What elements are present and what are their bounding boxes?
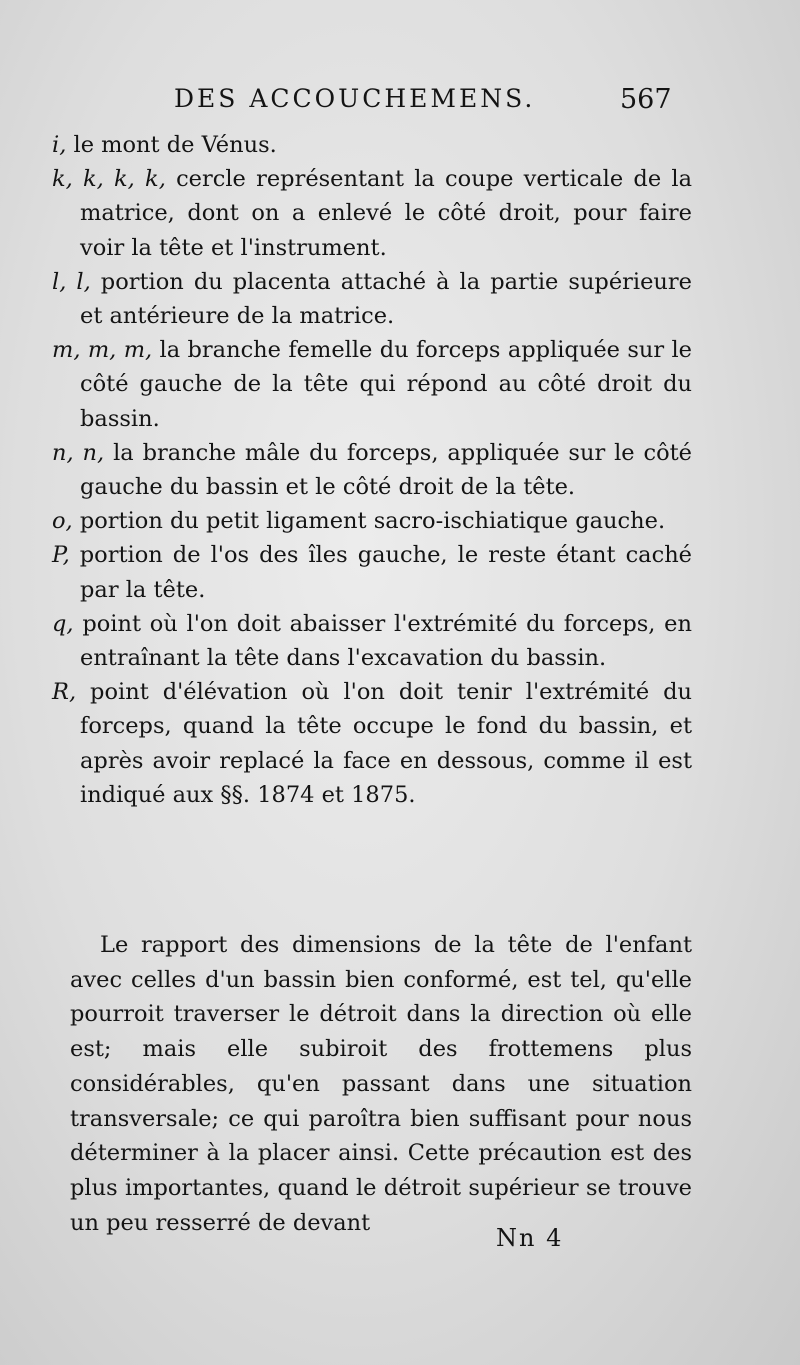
legend-entry-m xyxy=(52,333,692,436)
legend-entry-n xyxy=(52,436,692,504)
legend-entries xyxy=(52,128,692,812)
entry-key: m, m, m, xyxy=(52,337,153,364)
legend-entry-k xyxy=(52,162,692,265)
page-header xyxy=(0,84,800,124)
entry-text: la branche mâle du forceps, appliquée sur le côté gauche du bassin et le côté droit de la tête. xyxy=(80,439,692,501)
legend-entry-r xyxy=(52,675,692,812)
page-number: 567 xyxy=(620,84,672,115)
entry-key: l, l, xyxy=(52,268,91,295)
entry-key: i, xyxy=(52,132,67,158)
entry-key: n, n, xyxy=(52,439,105,466)
entry-text: portion du placenta attaché à la partie supérieure et antérieure de la matrice. xyxy=(80,268,692,330)
legend-entry-q xyxy=(52,607,692,675)
running-head: DES ACCOUCHEMENS. xyxy=(174,84,536,113)
legend-entry-o xyxy=(52,504,692,538)
legend-entry-i xyxy=(52,128,692,162)
entry-key: R, xyxy=(52,679,77,706)
body-paragraph: Le rapport des dimensions de la tête de l'enfant avec celles d'un bassin bien conformé, est tel, qu'elle pourroit traverser le détroit dans la direction où elle est; mais elle subiroit des frottemens plus considérables, qu'en passant dans une situation transversale; ce qui paroîtra bien suffisant pour nous déterminer à la placer ainsi. Cette précaution est des plus importantes, quand le détroit supérieur se trouve un peu resserré de devant xyxy=(70,932,692,1236)
entry-key: o, xyxy=(52,508,73,535)
entry-key: q, xyxy=(52,610,74,637)
entry-text: portion du petit ligament sacro-ischiatique gauche. xyxy=(72,508,666,535)
legend-entry-p xyxy=(52,538,692,606)
entry-text: cercle représentant la coupe verticale de la matrice, dont on a enlevé le côté droit, pour faire voir la tête et l'instrument. xyxy=(80,166,692,261)
signature-mark: Nn 4 xyxy=(496,1224,564,1252)
entry-text: la branche femelle du forceps appliquée sur le côté gauche de la tête qui répond au côté droit du bassin. xyxy=(80,337,692,432)
entry-text: point d'élévation où l'on doit tenir l'extrémité du forceps, quand la tête occupe le fond du bassin, et après avoir replacé la face en dessous, comme il est indiqué aux §§. 1874 et 1875. xyxy=(76,679,692,808)
entry-key: P, xyxy=(52,542,70,569)
legend-entry-l xyxy=(52,265,692,333)
entry-key: k, k, k, k, xyxy=(52,166,166,193)
entry-text: portion de l'os des îles gauche, le reste étant caché par la tête. xyxy=(69,542,692,603)
entry-text: le mont de Vénus. xyxy=(66,132,277,158)
entry-text: point où l'on doit abaisser l'extrémité du forceps, en entraînant la tête dans l'excavation du bassin. xyxy=(73,610,692,672)
